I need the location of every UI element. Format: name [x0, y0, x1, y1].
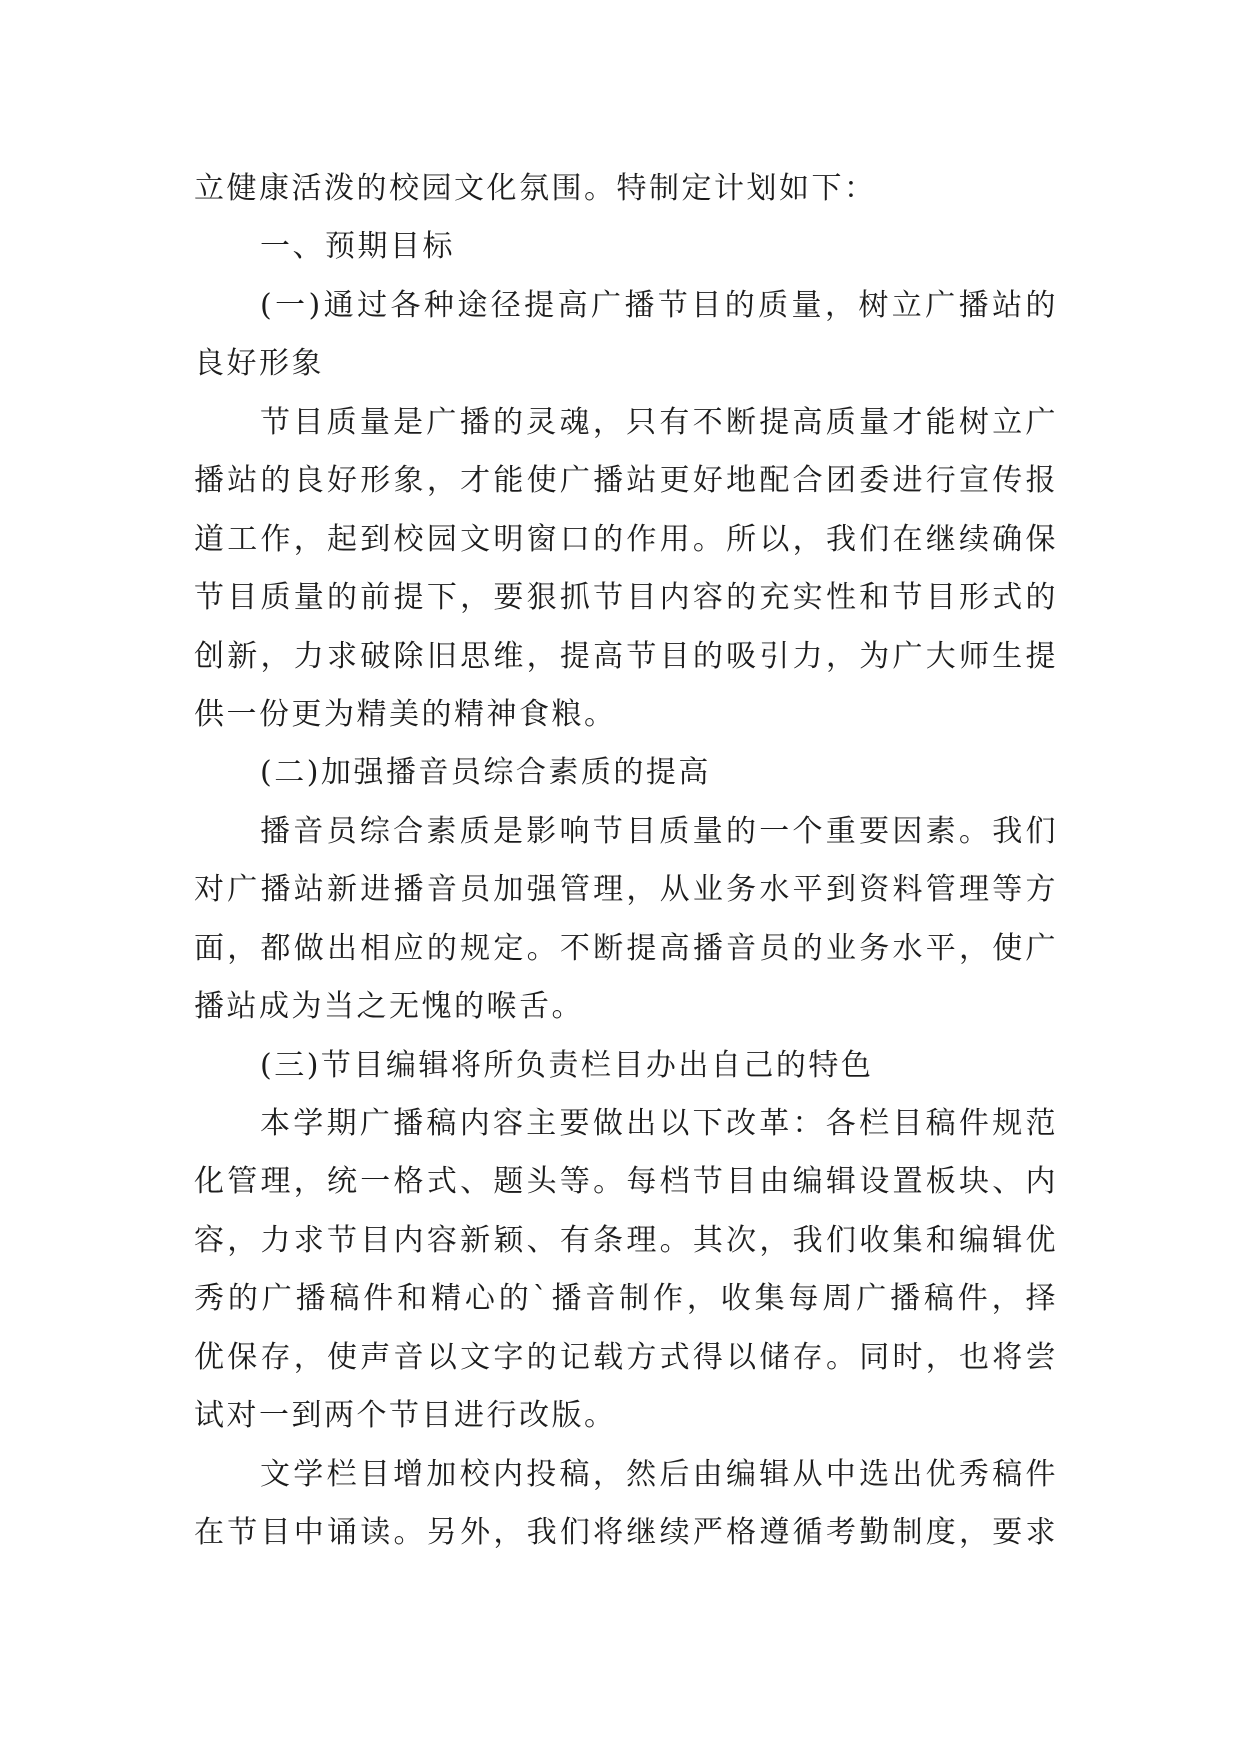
text-line: 立健康活泼的校园文化氛围。特制定计划如下： [194, 171, 877, 206]
text-line: 优保存，使声音以文字的记载方式得以储存。同时，也将尝 [194, 1339, 1058, 1375]
text-line: 面，都做出相应的规定。不断提高播音员的业务水平，使广 [194, 930, 1058, 966]
text-line: (二)加强播音员综合素质的提高 [260, 755, 711, 791]
paragraph [194, 1446, 1058, 1563]
text-line: 在节目中诵读。另外，我们将继续严格遵循考勤制度，要求 [194, 1515, 1058, 1551]
section-heading [194, 218, 1058, 276]
text-line: 节目质量是广播的灵魂，只有不断提高质量才能树立广 [260, 404, 1058, 440]
paragraph [194, 394, 1058, 745]
paragraph [194, 803, 1058, 1037]
text-line: 播站的良好形象，才能使广播站更好地配合团委进行宣传报 [194, 463, 1058, 499]
text-line: 对广播站新进播音员加强管理，从业务水平到资料管理等方 [194, 872, 1058, 908]
text-line: 化管理，统一格式、题头等。每档节目由编辑设置板块、内 [194, 1164, 1058, 1200]
subsection-heading [194, 277, 1058, 394]
text-line: 良好形象 [194, 346, 324, 382]
text-line: 秀的广播稿件和精心的`播音制作，收集每周广播稿件，择 [194, 1281, 1058, 1317]
text-line: 道工作，起到校园文明窗口的作用。所以，我们在继续确保 [194, 521, 1058, 557]
paragraph [194, 160, 1058, 218]
text-line: 创新，力求破除旧思维，提高节目的吸引力，为广大师生提 [194, 638, 1058, 674]
text-line: 容，力求节目内容新颖、有条理。其次，我们收集和编辑优 [194, 1222, 1058, 1258]
document-body [194, 160, 1058, 1563]
text-line: 试对一到两个节目进行改版。 [194, 1398, 617, 1434]
text-line: 本学期广播稿内容主要做出以下改革：各栏目稿件规范 [260, 1106, 1058, 1141]
paragraph [194, 1095, 1058, 1446]
subsection-heading [194, 744, 1058, 802]
text-line: 供一份更为精美的精神食粮。 [194, 696, 617, 732]
text-line: 播音员综合素质是影响节目质量的一个重要因素。我们 [260, 813, 1058, 849]
text-line: 一、预期目标 [260, 229, 455, 265]
subsection-heading [194, 1037, 1058, 1095]
text-line: (三)节目编辑将所负责栏目办出自己的特色 [260, 1047, 874, 1083]
text-line: 文学栏目增加校内投稿，然后由编辑从中选出优秀稿件 [260, 1456, 1058, 1492]
text-line: (一)通过各种途径提高广播节目的质量，树立广播站的 [260, 287, 1058, 323]
text-line: 节目质量的前提下，要狠抓节目内容的充实性和节目形式的 [194, 580, 1058, 616]
text-line: 播站成为当之无愧的喉舌。 [194, 989, 584, 1025]
